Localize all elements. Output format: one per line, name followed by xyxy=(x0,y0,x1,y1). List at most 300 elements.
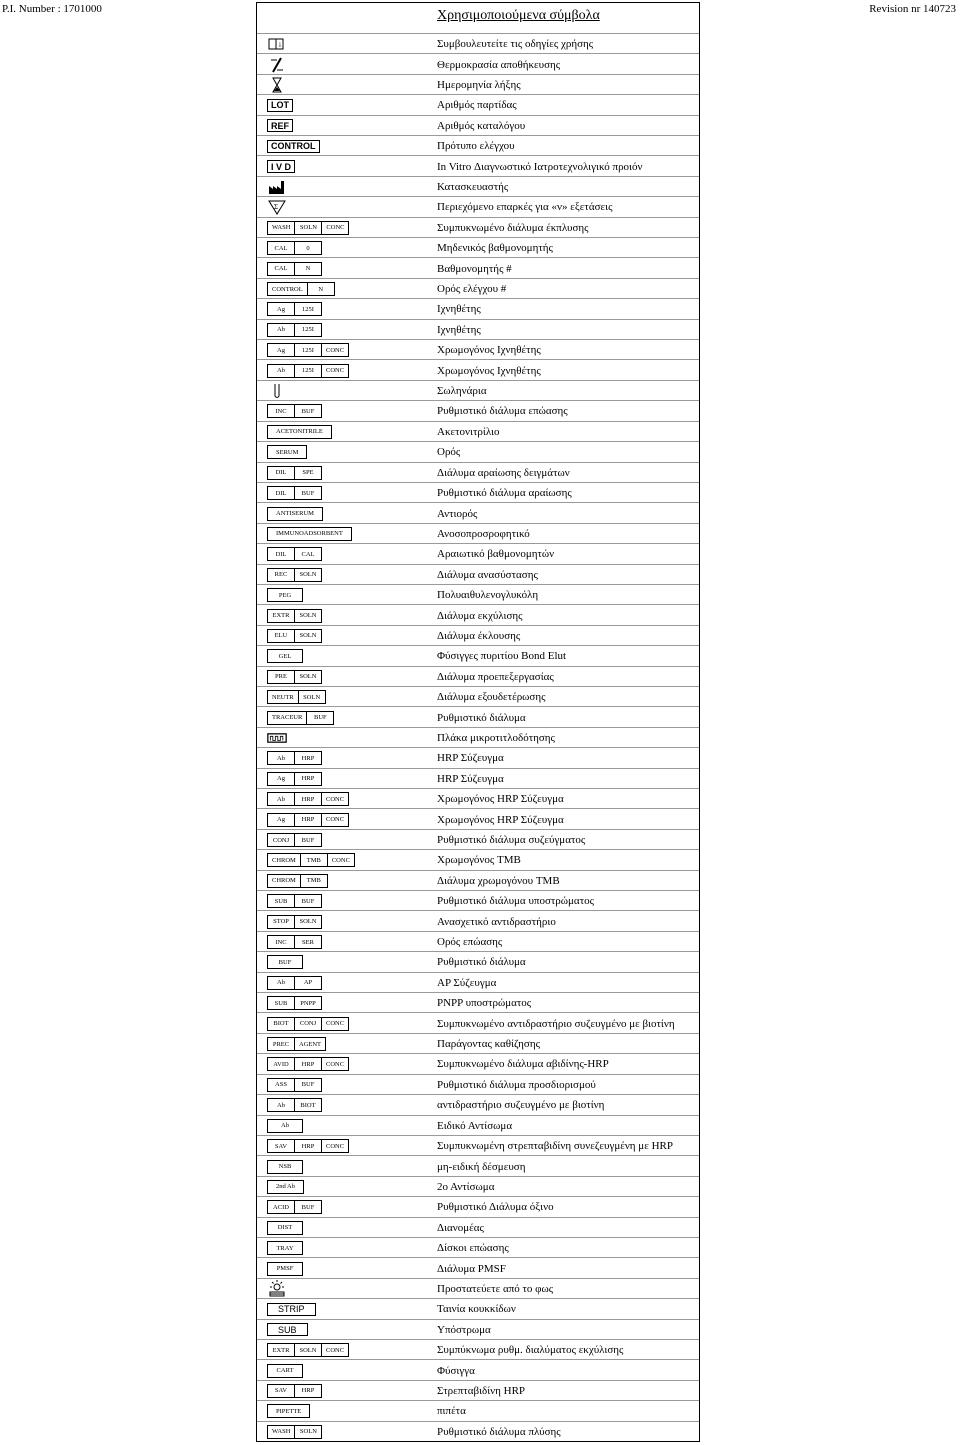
symbol-cell xyxy=(267,952,303,972)
symbol-label-sub: SUB xyxy=(274,897,288,905)
symbol-cell xyxy=(267,1197,322,1217)
symbol-label-agent: AGENT xyxy=(294,1038,325,1050)
symbol-label-ass: ASS xyxy=(275,1081,287,1089)
symbol-description: Συμβουλευτείτε τις οδηγίες χρήσης xyxy=(437,38,594,51)
symbol-label-sub: SUB xyxy=(274,999,288,1007)
symbol-label-conc: CONC xyxy=(321,814,348,826)
symbol-cell xyxy=(267,911,322,931)
symbol-box xyxy=(267,1119,303,1133)
symbol-label-peg: PEG xyxy=(278,591,292,599)
symbol-description: Υπόστρωμα xyxy=(437,1323,491,1336)
symbol-cell xyxy=(267,299,322,319)
pi-number: P.I. Number : 1701000 xyxy=(2,3,102,15)
symbol-description: Συμπυκνωμένο αντιδραστήριο συζευγμένο με βιοτίνη xyxy=(437,1017,675,1030)
symbol-label-buf: BUF xyxy=(294,895,321,907)
symbol-row xyxy=(257,625,699,646)
symbol-label-stop: STOP xyxy=(273,918,289,926)
symbol-row xyxy=(257,788,699,809)
symbol-box xyxy=(267,792,349,806)
symbol-box xyxy=(267,874,328,888)
symbol-description: Θερμοκρασία αποθήκευσης xyxy=(437,58,561,71)
symbol-label-extr: EXTR xyxy=(272,1346,290,1354)
symbol-label-immunoadsorbent: IMMUNOADSORBENT xyxy=(276,530,343,538)
symbol-label-control: CONTROL xyxy=(267,140,320,153)
symbol-box xyxy=(267,670,322,684)
symbol-row xyxy=(257,1257,699,1278)
symbol-label-ag: Ag xyxy=(277,816,285,824)
symbol-label-rec: REC xyxy=(274,571,288,579)
symbol-label-antiserum: ANTISERUM xyxy=(276,510,314,518)
symbol-row xyxy=(257,768,699,789)
symbol-cell xyxy=(267,565,322,585)
symbol-box xyxy=(267,466,322,480)
symbol-box xyxy=(267,323,322,337)
sigma-triangle-icon xyxy=(267,199,287,215)
symbol-box xyxy=(267,343,349,357)
symbol-cell xyxy=(267,769,322,789)
symbol-label-conc: CONC xyxy=(327,854,354,866)
symbol-label-buf: BUF xyxy=(294,1201,321,1213)
symbol-cell xyxy=(267,401,322,421)
symbol-label-soln: SOLN xyxy=(294,1344,321,1356)
symbol-row xyxy=(257,1278,699,1299)
symbol-label-strip: STRIP xyxy=(267,1303,316,1316)
symbol-description: Ρυθμιστικό διάλυμα πλύσης xyxy=(437,1425,561,1438)
symbol-description: Πρότυπο ελέγχου xyxy=(437,140,515,153)
symbol-description: Διάλυμα αραίωσης δειγμάτων xyxy=(437,466,570,479)
symbol-cell xyxy=(267,95,293,115)
symbol-cell xyxy=(267,728,287,748)
symbol-label-control: CONTROL xyxy=(272,285,303,293)
symbol-label-inc: INC xyxy=(275,938,287,946)
symbol-cell xyxy=(267,442,307,462)
symbol-row xyxy=(257,1298,699,1319)
symbol-description: Στρεπταβιδίνη HRP xyxy=(437,1384,526,1397)
symbol-cell xyxy=(267,667,322,687)
symbol-box xyxy=(267,649,303,663)
symbol-cell xyxy=(267,177,287,197)
symbol-row xyxy=(257,482,699,503)
symbol-description: Συμπυκνωμένη στρεπταβιδίνη συνεζευγμένη με HRP xyxy=(437,1140,673,1153)
symbol-label-tmb: TMB xyxy=(300,854,327,866)
symbol-box xyxy=(267,547,322,561)
symbol-box xyxy=(267,955,303,969)
symbol-label-cal: CAL xyxy=(274,244,288,252)
symbol-row xyxy=(257,1421,699,1442)
symbol-label-lot: LOT xyxy=(267,99,293,112)
symbol-label-soln: SOLN xyxy=(298,691,325,703)
symbol-cell xyxy=(267,279,335,299)
symbol-description: Διάλυμα έκλουσης xyxy=(437,629,521,642)
symbol-box xyxy=(267,609,322,623)
symbol-label-conc: CONC xyxy=(321,365,348,377)
symbol-cell xyxy=(267,1054,349,1074)
symbol-label-extr: EXTR xyxy=(272,612,290,620)
symbol-description: Μηδενικός βαθμονομητής xyxy=(437,242,553,255)
symbol-cell xyxy=(267,1136,349,1156)
symbol-label-i-v-d: I V D xyxy=(267,160,295,173)
symbol-row xyxy=(257,1155,699,1176)
symbol-description: αντιδραστήριο συζευγμένο με βιοτίνη xyxy=(437,1099,605,1112)
symbol-row xyxy=(257,706,699,727)
symbol-row xyxy=(257,33,699,54)
symbol-box xyxy=(267,404,322,418)
symbol-row xyxy=(257,115,699,136)
symbol-label-inc: INC xyxy=(275,407,287,415)
symbol-description: Ιχνηθέτης xyxy=(437,303,481,316)
symbol-box xyxy=(267,445,307,459)
symbol-cell xyxy=(267,422,332,442)
book-icon xyxy=(267,36,287,52)
symbol-box xyxy=(267,690,326,704)
symbol-description: Ρυθμιστικό διάλυμα αραίωσης xyxy=(437,487,572,500)
symbol-label-hrp: HRP xyxy=(294,1140,321,1152)
symbol-row xyxy=(257,502,699,523)
symbol-description: Δίσκοι επώασης xyxy=(437,1242,509,1255)
symbol-label-ab: Ab xyxy=(277,979,285,987)
symbol-row xyxy=(257,849,699,870)
symbol-row xyxy=(257,972,699,993)
symbol-cell xyxy=(267,75,287,95)
symbol-cell xyxy=(267,360,349,380)
symbol-cell xyxy=(267,1075,322,1095)
symbol-description: Σωληνάρια xyxy=(437,385,487,398)
symbol-box xyxy=(267,935,322,949)
symbol-label-ab: Ab xyxy=(277,795,285,803)
symbol-box xyxy=(267,1262,303,1276)
symbol-description: Πλάκα μικροτιτλοδότησης xyxy=(437,731,555,744)
symbol-label-buf: BUF xyxy=(306,712,333,724)
symbol-label-serum: SERUM xyxy=(276,448,299,456)
symbol-label-ag: Ag xyxy=(277,305,285,313)
symbol-row xyxy=(257,1319,699,1340)
symbol-label-ag: Ag xyxy=(277,775,285,783)
symbol-row xyxy=(257,1074,699,1095)
symbol-cell xyxy=(267,871,328,891)
title-row xyxy=(257,3,699,33)
symbol-description: Χρωμογόνος HRP Σύζευγμα xyxy=(437,793,564,806)
symbol-row xyxy=(257,564,699,585)
symbol-row xyxy=(257,53,699,74)
symbol-box xyxy=(267,833,322,847)
symbol-box xyxy=(267,1037,326,1051)
symbol-description: Ταινία κουκκίδων xyxy=(437,1303,516,1316)
symbol-description: Κατασκευαστής xyxy=(437,181,509,194)
symbol-description: Πολυαιθυλενογλυκόλη xyxy=(437,589,539,602)
symbol-box xyxy=(267,1384,322,1398)
symbol-label-ab: Ab xyxy=(281,1122,289,1130)
symbol-cell xyxy=(267,1360,303,1380)
symbol-cell xyxy=(267,1422,322,1442)
symbol-row xyxy=(257,462,699,483)
symbol-cell xyxy=(267,218,349,238)
svg-text:i: i xyxy=(279,41,281,50)
symbol-cell xyxy=(267,54,287,74)
symbol-box xyxy=(267,751,322,765)
symbol-box xyxy=(267,302,322,316)
symbol-label-n: N xyxy=(307,283,334,295)
symbol-description: Χρωμογόνος TMB xyxy=(437,854,521,867)
symbol-row xyxy=(257,870,699,891)
symbol-row xyxy=(257,74,699,95)
symbol-label-dil: DIL xyxy=(275,469,287,477)
symbol-cell xyxy=(267,1177,304,1197)
symbol-label-cal: CAL xyxy=(294,548,321,560)
symbol-box xyxy=(267,1139,349,1153)
symbol-description: Συμπυκνωμένο διάλυμα αβιδίνης-HRP xyxy=(437,1058,609,1071)
symbol-box xyxy=(267,1343,349,1357)
symbol-box xyxy=(267,915,322,929)
symbol-label-soln: SOLN xyxy=(294,610,321,622)
symbol-description: HRP Σύζευγμα xyxy=(437,772,504,785)
symbol-label-soln: SOLN xyxy=(294,569,321,581)
symbol-cell xyxy=(267,1013,349,1033)
symbol-cell xyxy=(267,116,293,136)
symbol-description: Διάλυμα χρωμογόνου TMB xyxy=(437,874,560,887)
symbol-label-0: 0 xyxy=(294,242,321,254)
symbol-cell xyxy=(267,850,355,870)
symbol-description: AP Σύζευγμα xyxy=(437,976,497,989)
symbol-label-buf: BUF xyxy=(294,1079,321,1091)
symbol-row xyxy=(257,359,699,380)
symbol-cell xyxy=(267,1340,349,1360)
symbol-cell xyxy=(267,973,322,993)
symbol-label-ser: SER xyxy=(294,936,321,948)
symbol-description: Αριθμός καταλόγου xyxy=(437,119,526,132)
symbol-description: Ρυθμιστικό διάλυμα συζεύγματος xyxy=(437,834,586,846)
symbol-label-buf: BUF xyxy=(294,487,321,499)
symbol-row xyxy=(257,992,699,1013)
symbol-row xyxy=(257,1380,699,1401)
symbol-row xyxy=(257,237,699,258)
revision-number: Revision nr 140723 xyxy=(869,3,956,15)
symbol-cell xyxy=(267,136,320,156)
thermometer-icon xyxy=(267,57,287,73)
symbol-description: Συμπύκνωμα ρυθμ. διαλύματος εκχύλισης xyxy=(437,1344,624,1357)
symbol-description: Διάλυμα προεπεξεργασίας xyxy=(437,670,554,683)
symbol-label-conc: CONC xyxy=(321,1058,348,1070)
symbol-label-hrp: HRP xyxy=(294,752,321,764)
symbol-description: 2ο Αντίσωμα xyxy=(437,1180,495,1193)
symbol-description: Ορός xyxy=(437,446,461,459)
symbol-cell xyxy=(267,585,303,605)
symbol-description: PNPP υποστρώματος xyxy=(437,997,532,1010)
symbol-description: Ακετονιτρίλιο xyxy=(437,425,500,438)
symbol-label-conc: CONC xyxy=(321,222,348,234)
symbol-cell xyxy=(267,1320,308,1340)
hourglass-icon xyxy=(267,77,287,93)
symbol-label-wash: WASH xyxy=(272,1428,291,1436)
symbol-box xyxy=(267,1200,322,1214)
symbol-label-sav: SAV xyxy=(274,1142,288,1150)
symbol-label-traceur: TRACEUR xyxy=(272,714,303,722)
symbol-description: Χρωμογόνος HRP Σύζευγμα xyxy=(437,813,564,826)
symbol-row xyxy=(257,645,699,666)
symbol-cell xyxy=(267,932,322,952)
symbol-row xyxy=(257,604,699,625)
symbol-box xyxy=(267,1241,303,1255)
symbol-cell xyxy=(267,544,322,564)
symbol-label-conc: CONC xyxy=(321,1018,348,1030)
symbol-box xyxy=(267,1221,303,1235)
symbol-row xyxy=(257,441,699,462)
symbol-cell xyxy=(267,809,349,829)
symbol-description: Αριθμός παρτίδας xyxy=(437,99,517,112)
symbol-cell xyxy=(267,605,322,625)
symbol-label-hrp: HRP xyxy=(294,793,321,805)
symbol-row xyxy=(257,523,699,544)
symbol-label-biot: BIOT xyxy=(273,1020,289,1028)
symbol-cell xyxy=(267,1381,322,1401)
symbol-box xyxy=(267,425,332,439)
symbol-label-hrp: HRP xyxy=(294,773,321,785)
symbol-cell xyxy=(267,1299,316,1319)
symbol-box xyxy=(267,894,322,908)
symbol-label-cal: CAL xyxy=(274,265,288,273)
symbol-box xyxy=(267,853,355,867)
tube-icon xyxy=(267,383,287,399)
symbol-label-pipette: PIPETTE xyxy=(276,1407,302,1415)
symbol-row xyxy=(257,951,699,972)
symbol-box xyxy=(267,282,335,296)
symbol-row xyxy=(257,1053,699,1074)
symbol-label-conc: CONC xyxy=(321,344,348,356)
symbol-row xyxy=(257,400,699,421)
symbol-box xyxy=(267,1057,349,1071)
symbol-box xyxy=(267,588,303,602)
symbol-label-dist: DIST xyxy=(277,1224,293,1232)
symbol-description: Αραιωτικό βαθμονομητών xyxy=(437,548,555,561)
symbol-description: Ανοσοπροσροφητικό xyxy=(437,527,530,540)
symbol-label-ref: REF xyxy=(267,119,293,132)
symbol-row xyxy=(257,278,699,299)
symbol-row xyxy=(257,686,699,707)
symbol-label-sav: SAV xyxy=(274,1387,288,1395)
symbol-label-hrp: HRP xyxy=(294,1385,321,1397)
symbol-description: Ημερομηνία λήξης xyxy=(437,78,521,91)
symbol-description: Ρυθμιστικό διάλυμα προσδιορισμού xyxy=(437,1078,596,1091)
symbol-description: Φύσιγγες πυριτίου Bond Elut xyxy=(437,650,567,663)
symbol-label-spe: SPE xyxy=(294,467,321,479)
symbol-label-dil: DIL xyxy=(275,489,287,497)
symbol-row xyxy=(257,257,699,278)
symbol-cell xyxy=(267,1218,303,1238)
symbol-row xyxy=(257,339,699,360)
symbol-label-ab: Ab xyxy=(277,1101,285,1109)
symbol-description: Προστατεύετε από το φως xyxy=(437,1282,554,1295)
symbol-label-ag: Ag xyxy=(277,346,285,354)
symbol-label-acetonitrile: ACETONITRILE xyxy=(276,428,323,436)
symbol-description: Ρυθμιστικό διάλυμα επώασης xyxy=(437,405,568,418)
symbol-cell xyxy=(267,1238,303,1258)
symbol-cell xyxy=(267,1095,322,1115)
symbol-description: In Vitro Διαγνωστικό Ιατροτεχνολιγικό προιόν xyxy=(437,160,643,173)
symbol-row xyxy=(257,196,699,217)
page-title: Χρησιμοποιούμενα σύμβολα xyxy=(437,8,600,23)
symbol-label-soln: SOLN xyxy=(294,222,321,234)
symbol-cell xyxy=(267,34,287,54)
symbol-description: Χρωμογόνος Ιχνηθέτης xyxy=(437,364,541,377)
symbol-description: Διανομέας xyxy=(437,1221,484,1234)
symbol-cell xyxy=(267,1034,326,1054)
symbol-row xyxy=(257,1217,699,1238)
symbol-description: Ρυθμιστικό Διάλυμα όξινο xyxy=(437,1201,554,1214)
symbol-row xyxy=(257,1033,699,1054)
symbol-cell xyxy=(267,687,326,707)
symbol-box xyxy=(267,1180,304,1194)
symbol-cell xyxy=(267,503,323,523)
symbol-description: Διάλυμα PMSF xyxy=(437,1262,506,1275)
symbol-row xyxy=(257,217,699,238)
symbol-cell xyxy=(267,320,322,340)
symbol-label-125i: 125I xyxy=(294,324,321,336)
symbol-cell xyxy=(267,993,322,1013)
symbol-label-n: N xyxy=(294,263,321,275)
symbol-label-125i: 125I xyxy=(294,303,321,315)
symbol-row xyxy=(257,727,699,748)
symbol-box xyxy=(267,568,322,582)
symbol-label-chrom: CHROM xyxy=(272,856,296,864)
symbol-label-prec: PREC xyxy=(272,1040,290,1048)
symbol-label-125i: 125I xyxy=(294,365,321,377)
symbol-label-ab: Ab xyxy=(277,326,285,334)
symbol-row xyxy=(257,808,699,829)
symbol-cell xyxy=(267,1156,303,1176)
symbol-description: Χρωμογόνος Ιχνηθέτης xyxy=(437,344,541,357)
symbol-label-pmsf: PMSF xyxy=(276,1265,294,1273)
symbol-label-ab: Ab xyxy=(277,367,285,375)
symbol-label-cart: CART xyxy=(276,1367,294,1375)
symbol-description: Βαθμονομητής # xyxy=(437,262,512,275)
symbol-label-conj: CONJ xyxy=(272,836,290,844)
symbol-label-sub: SUB xyxy=(267,1323,308,1336)
symbol-description: Φύσιγγα xyxy=(437,1364,475,1377)
symbol-box xyxy=(267,221,349,235)
symbol-label-conj: CONJ xyxy=(294,1018,321,1030)
symbol-cell xyxy=(267,707,334,727)
symbol-row xyxy=(257,1176,699,1197)
symbol-cell xyxy=(267,1258,303,1278)
symbol-label-conc: CONC xyxy=(321,1140,348,1152)
symbol-label-hrp: HRP xyxy=(294,814,321,826)
symbol-label-soln: SOLN xyxy=(294,630,321,642)
symbol-label-conc: CONC xyxy=(321,1344,348,1356)
symbol-description: Ρυθμιστικό διάλυμα xyxy=(437,711,526,724)
symbol-box xyxy=(267,813,349,827)
symbol-label-buf: BUF xyxy=(278,958,292,966)
symbol-cell xyxy=(267,524,352,544)
symbol-box xyxy=(267,262,322,276)
microplate-icon xyxy=(267,730,287,746)
symbol-box xyxy=(267,1160,303,1174)
symbol-description: Διάλυμα ανασύστασης xyxy=(437,568,538,581)
symbol-label-ap: AP xyxy=(294,977,321,989)
symbol-box xyxy=(267,711,334,725)
symbol-box xyxy=(267,241,322,255)
symbol-box xyxy=(267,507,323,521)
symbol-label-acid: ACID xyxy=(273,1203,289,1211)
symbol-cell xyxy=(267,646,303,666)
symbol-row xyxy=(257,135,699,156)
symbol-cell xyxy=(267,238,322,258)
symbol-label-elu: ELU xyxy=(274,632,288,640)
symbol-label-biot: BIOT xyxy=(294,1099,321,1111)
symbol-row xyxy=(257,584,699,605)
symbol-cell xyxy=(267,830,322,850)
symbol-label-soln: SOLN xyxy=(294,916,321,928)
symbol-box xyxy=(267,1078,322,1092)
symbol-box xyxy=(267,772,322,786)
